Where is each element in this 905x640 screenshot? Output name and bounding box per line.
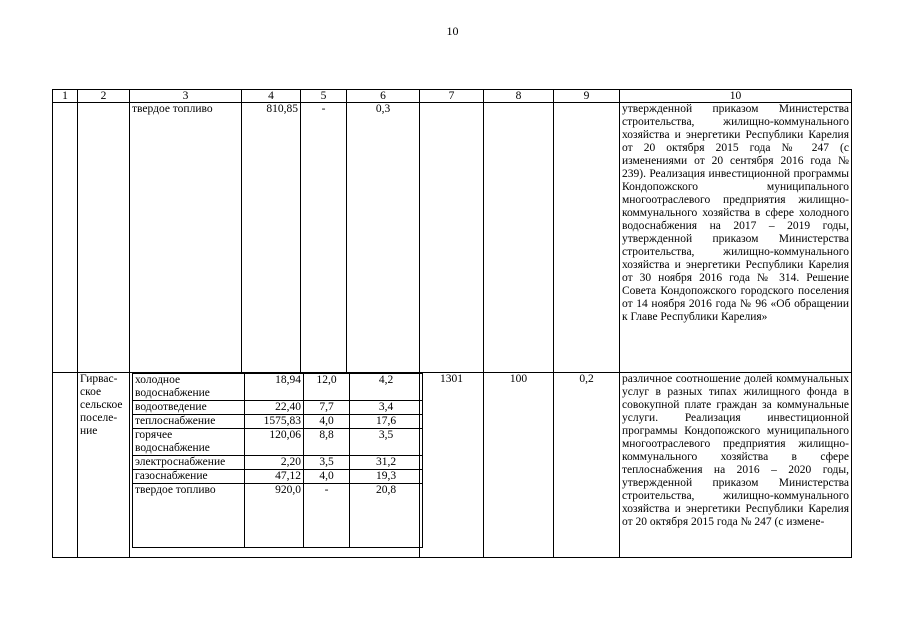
service-value: 920,0	[245, 484, 304, 548]
service-value: 1575,83	[245, 415, 304, 429]
header-cell: 2	[78, 90, 130, 103]
cell-value: 0,3	[347, 103, 420, 373]
header-cell: 7	[420, 90, 484, 103]
service-value: 3,4	[350, 401, 423, 415]
service-row	[133, 456, 423, 470]
service-value: 8,8	[304, 429, 350, 456]
service-name: водоотведение	[133, 401, 245, 415]
cell-value: -	[301, 103, 347, 373]
service-row	[133, 429, 423, 456]
service-value: 47,12	[245, 470, 304, 484]
service-name: электроснабжение	[133, 456, 245, 470]
cell-services	[130, 373, 420, 558]
cell-col9	[554, 103, 620, 373]
header-cell: 8	[484, 90, 554, 103]
service-row	[133, 470, 423, 484]
service-value: 4,2	[350, 374, 423, 401]
service-value: 31,2	[350, 456, 423, 470]
cell-settlement: Гирвас-ское сельское поселе-ние	[78, 373, 130, 558]
service-value: -	[304, 484, 350, 548]
cell-value: 0,2	[554, 373, 620, 558]
cell-description: различное соотношение долей коммунальных услуг в разных типах жилищного фонда в совокупной плате граждан за коммунальные услуги. Реализация инвестиционной программы Кондопожского муниципального многоотраслевого предприятия жилищно-коммунального хозяйства в сфере теплоснабжения на 2016 – 2020 годы, утвержденной приказом Министерства строительства, жилищно-коммунального хозяйства и энергетики Республики Карелия от 20 октября 2015 года № 247 (с измене-	[620, 373, 852, 558]
header-cell: 5	[301, 90, 347, 103]
service-name: твердое топливо	[133, 484, 245, 548]
table-row	[53, 103, 852, 373]
header-cell: 10	[620, 90, 852, 103]
data-table	[52, 89, 852, 558]
service-value: 4,0	[304, 470, 350, 484]
cell-value: 1301	[420, 373, 484, 558]
cell-value: 810,85	[242, 103, 301, 373]
service-value: 3,5	[350, 429, 423, 456]
service-row	[133, 484, 423, 548]
header-cell: 9	[554, 90, 620, 103]
cell-col8	[484, 103, 554, 373]
service-value: 22,40	[245, 401, 304, 415]
cell-col1	[53, 373, 78, 558]
service-value: 20,8	[350, 484, 423, 548]
service-name: холодное водоснабжение	[133, 374, 245, 401]
service-value: 120,06	[245, 429, 304, 456]
page-number: 10	[446, 24, 459, 38]
service-value: 17,6	[350, 415, 423, 429]
service-value: 12,0	[304, 374, 350, 401]
service-value: 2,20	[245, 456, 304, 470]
cell-col2	[78, 103, 130, 373]
cell-col7	[420, 103, 484, 373]
cell-name: твердое топливо	[130, 103, 242, 373]
service-row	[133, 415, 423, 429]
cell-value: 100	[484, 373, 554, 558]
service-value: 3,5	[304, 456, 350, 470]
cell-col1	[53, 103, 78, 373]
cell-description: утвержденной приказом Министерства строительства, жилищно-коммунального хозяйства и энергетики Республики Карелия от 20 октября 2015 года № 247 (с изменениями от 20 сентября 2016 года № 239). Реализация инвестиционной программы Кондопожского муниципального многоотраслевого предприятия жилищно-коммунального хозяйства в сфере холодного водоснабжения на 2017 – 2019 годы, утвержденной приказом Министерства строительства, жилищно-коммунального хозяйства и энергетики Республики Карелия от 30 ноября 2016 года № 314. Решение Совета Кондопожского городского поселения от 14 ноября 2016 года № 96 «Об обращении к Главе Республики Карелия»	[620, 103, 852, 373]
service-name: теплоснабжение	[133, 415, 245, 429]
table-row	[53, 373, 852, 558]
service-name: газоснабжение	[133, 470, 245, 484]
service-row	[133, 401, 423, 415]
service-name: горячее водоснабжение	[133, 429, 245, 456]
header-cell: 6	[347, 90, 420, 103]
service-row	[133, 374, 423, 401]
header-row	[53, 90, 852, 103]
services-subtable	[132, 373, 423, 548]
service-value: 19,3	[350, 470, 423, 484]
service-value: 4,0	[304, 415, 350, 429]
service-value: 18,94	[245, 374, 304, 401]
header-cell: 1	[53, 90, 78, 103]
header-cell: 3	[130, 90, 242, 103]
service-value: 7,7	[304, 401, 350, 415]
header-cell: 4	[242, 90, 301, 103]
